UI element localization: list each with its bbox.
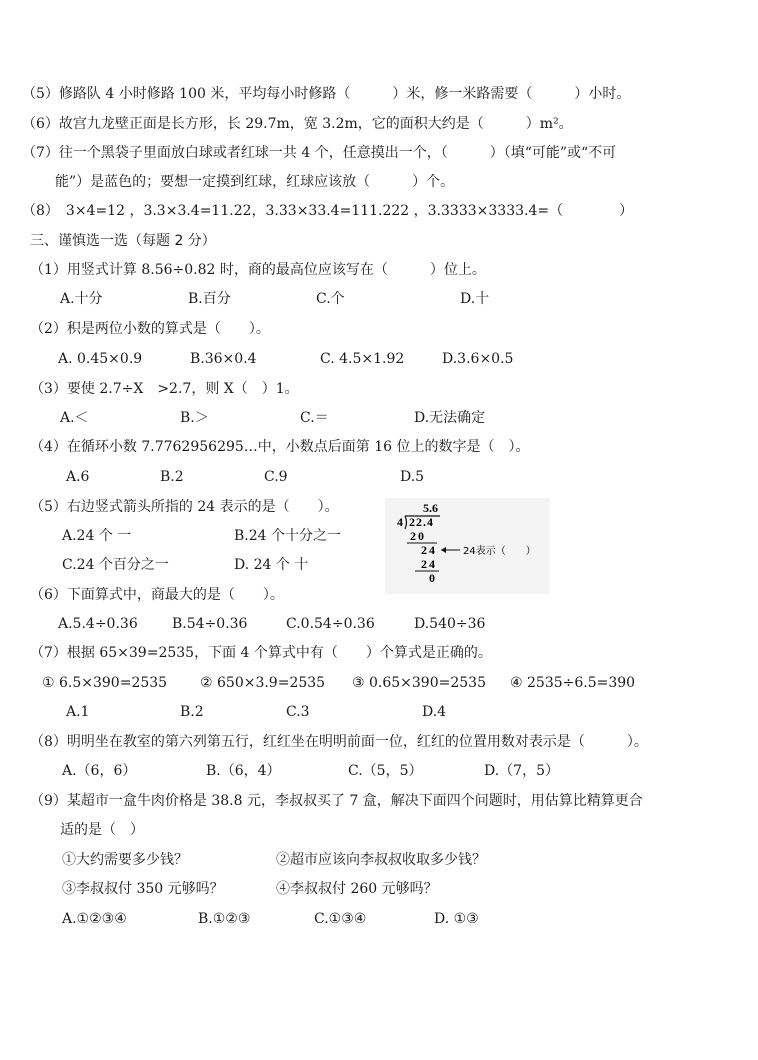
option-c[interactable]: C.个 bbox=[316, 291, 345, 307]
question-3-3: （3）要使 2.7÷X >2.7，则 X（ ）1。 bbox=[30, 381, 299, 397]
equation-1: ① 6.5×390=2535 bbox=[42, 675, 168, 691]
option-b[interactable]: B.（6，4） bbox=[206, 763, 281, 779]
option-c[interactable]: C. 4.5×1.92 bbox=[320, 351, 405, 367]
question-2-7-cont: 能”）是蓝色的；要想一定摸到红球，红球应该放（ ）个。 bbox=[55, 174, 455, 190]
equation-3: ③ 0.65×390=2535 bbox=[352, 675, 486, 691]
option-a[interactable]: A.①②③④ bbox=[62, 911, 127, 927]
option-d[interactable]: D.540÷36 bbox=[414, 616, 486, 632]
option-a[interactable]: A.24 个 一 bbox=[62, 528, 132, 544]
question-3-1: （1）用竖式计算 8.56÷0.82 时，商的最高位应该写在（ ）位上。 bbox=[30, 262, 486, 278]
option-c[interactable]: C.0.54÷0.36 bbox=[286, 616, 375, 632]
option-a[interactable]: A.5.4÷0.36 bbox=[58, 616, 138, 632]
option-c[interactable]: C.＝ bbox=[300, 410, 329, 426]
quotient-text: 5.6 bbox=[423, 501, 438, 515]
option-c[interactable]: C.①③④ bbox=[314, 911, 367, 927]
dividend-text: 22.4 bbox=[409, 515, 434, 529]
option-a[interactable]: A.十分 bbox=[60, 291, 103, 307]
question-2-6: （6）故宫九龙壁正面是长方形，长 29.7m，宽 3.2m，它的面积大约是（ ）m²。 bbox=[22, 116, 573, 132]
question-3-5: （5）右边竖式箭头所指的 24 表示的是（ ）。 bbox=[30, 499, 339, 515]
option-d[interactable]: D.3.6×0.5 bbox=[442, 351, 514, 367]
option-c[interactable]: C.24 个百分之一 bbox=[62, 557, 169, 573]
question-3-4: （4）在循环小数 7.7762956295…中，小数点后面第 16 位上的数字是（ ）。 bbox=[30, 439, 530, 455]
question-3-8: （8）明明坐在教室的第六列第五行，红红坐在明明前面一位，红红的位置用数对表示是（ ）。 bbox=[30, 734, 648, 750]
question-3-9: （9）某超市一盒牛肉价格是 38.8 元，李叔叔买了 7 盒，解决下面四个问题时，用估算比精算更合 bbox=[30, 793, 643, 809]
option-b[interactable]: B.百分 bbox=[188, 291, 231, 307]
step2-product: 24 bbox=[421, 557, 437, 571]
equation-4: ④ 2535÷6.5=390 bbox=[510, 675, 636, 691]
question-3-9-cont: 适的是（ ） bbox=[60, 822, 144, 838]
option-a[interactable]: A.＜ bbox=[60, 410, 89, 426]
question-3-6: （6）下面算式中，商最大的是（ ）。 bbox=[30, 587, 284, 603]
option-b[interactable]: B.＞ bbox=[180, 410, 209, 426]
equation-2: ② 650×3.9=2535 bbox=[200, 675, 326, 691]
option-d[interactable]: D.（7，5） bbox=[484, 763, 559, 779]
question-2-5: （5）修路队 4 小时修路 100 米，平均每小时修路（ ）米，修一米路需要（ ）小时。 bbox=[22, 86, 631, 102]
step1-product: 20 bbox=[410, 529, 426, 543]
option-d[interactable]: D.4 bbox=[422, 704, 447, 720]
sub-question-1: ①大约需要多少钱？ bbox=[62, 852, 188, 868]
option-d[interactable]: D.十 bbox=[460, 291, 490, 307]
final-remainder: 0 bbox=[429, 571, 435, 585]
option-b[interactable]: B.2 bbox=[180, 704, 204, 720]
option-c[interactable]: C.（5，5） bbox=[348, 763, 423, 779]
question-2-7: （7）往一个黑袋子里面放白球或者红球一共 4 个，任意摸出一个，（ ）（填“可能”或“不可 bbox=[22, 145, 617, 161]
question-3-7: （7）根据 65×39=2535，下面 4 个算式中有（ ）个算式是正确的。 bbox=[30, 645, 492, 661]
option-a[interactable]: A.1 bbox=[66, 704, 90, 720]
option-b[interactable]: B.36×0.4 bbox=[190, 351, 257, 367]
option-d[interactable]: D.5 bbox=[400, 469, 425, 485]
remainder-24: 24 bbox=[421, 543, 437, 557]
option-c[interactable]: C.9 bbox=[264, 469, 288, 485]
question-3-2: （2）积是两位小数的算式是（ ）。 bbox=[30, 321, 270, 337]
option-d[interactable]: D. ①③ bbox=[434, 911, 479, 927]
question-2-8: （8） 3×4=12 ，3.3×3.4=11.22，3.33×33.4=111.222 ，3.3333×3333.4=（ ） bbox=[22, 203, 634, 219]
option-c[interactable]: C.3 bbox=[286, 704, 310, 720]
option-b[interactable]: B.54÷0.36 bbox=[172, 616, 248, 632]
option-b[interactable]: B.24 个十分之一 bbox=[234, 528, 342, 544]
option-d[interactable]: D.无法确定 bbox=[414, 410, 486, 426]
divisor-text: 4 bbox=[397, 515, 403, 529]
option-d[interactable]: D. 24 个 十 bbox=[234, 557, 309, 573]
long-division-figure bbox=[385, 498, 550, 594]
sub-question-3: ③李叔叔付 350 元够吗？ bbox=[62, 881, 224, 897]
option-a[interactable]: A. 0.45×0.9 bbox=[58, 351, 143, 367]
option-a[interactable]: A.（6，6） bbox=[62, 763, 137, 779]
option-b[interactable]: B.①②③ bbox=[198, 911, 251, 927]
section-3-title: 三、谨慎选一选（每题 2 分） bbox=[30, 233, 216, 249]
option-a[interactable]: A.6 bbox=[66, 469, 90, 485]
sub-question-4: ④李叔叔付 260 元够吗？ bbox=[276, 881, 438, 897]
sub-question-2: ②超市应该向李叔叔收取多少钱？ bbox=[276, 852, 486, 868]
option-b[interactable]: B.2 bbox=[160, 469, 184, 485]
arrow-label: 24表示（ ） bbox=[463, 546, 536, 557]
